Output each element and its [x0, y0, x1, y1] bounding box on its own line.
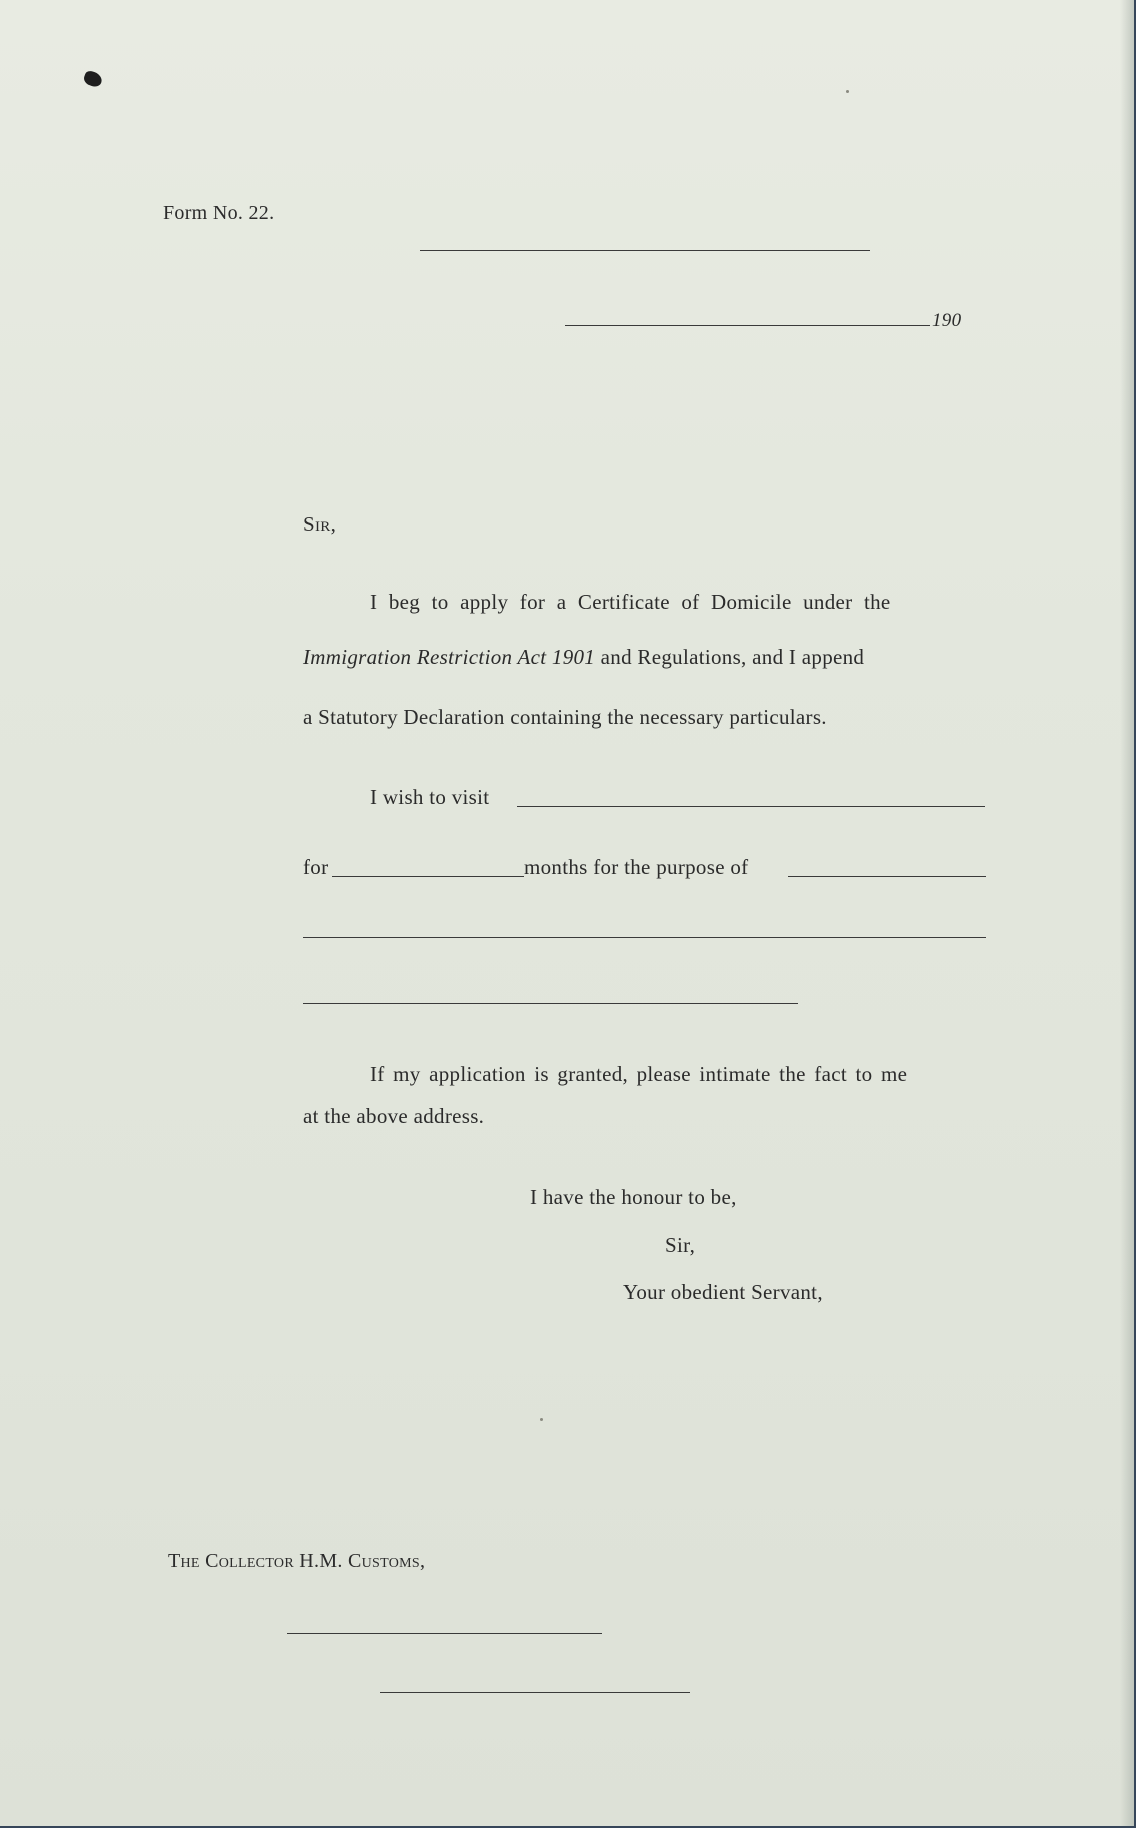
ink-blot	[82, 69, 104, 88]
for-prefix: for	[303, 855, 329, 879]
closing-line3: Your obedient Servant,	[623, 1280, 823, 1304]
page-edge-shadow	[1120, 0, 1134, 1826]
paragraph1-line2-rest: and Regulations, and I append	[595, 645, 865, 669]
visit-prefix: I wish to visit	[370, 785, 490, 809]
paragraph2-line2: at the above address.	[303, 1104, 485, 1128]
paper-speck	[846, 90, 849, 93]
addressee-line-2[interactable]	[380, 1692, 690, 1693]
addressee-line-1[interactable]	[287, 1633, 602, 1634]
months-line[interactable]	[332, 876, 524, 877]
address-line-1[interactable]	[420, 250, 870, 251]
year-prefix: 190	[932, 310, 962, 331]
paragraph1-line3: a Statutory Declaration containing the necessary particulars.	[303, 705, 827, 729]
purpose-line[interactable]	[788, 876, 986, 877]
date-line[interactable]	[565, 325, 930, 326]
closing-line1: I have the honour to be,	[530, 1185, 737, 1209]
form-number: Form No. 22.	[163, 202, 275, 224]
salutation: Sir,	[303, 512, 337, 536]
addressee-title: The Collector H.M. Customs,	[168, 1550, 426, 1572]
visit-destination-line[interactable]	[517, 806, 985, 807]
act-name: Immigration Restriction Act 1901	[303, 645, 596, 669]
paragraph2-line1: If my application is granted, please intimate the fact to me	[370, 1062, 908, 1086]
paper-speck	[540, 1418, 543, 1421]
purpose-continuation-line-2[interactable]	[303, 1003, 798, 1004]
paragraph1-line2	[303, 645, 864, 670]
purpose-continuation-line-1[interactable]	[303, 937, 986, 938]
months-text: months for the purpose of	[524, 855, 749, 879]
paragraph1-line1: I beg to apply for a Certificate of Domicile under the	[370, 590, 891, 614]
closing-line2: Sir,	[665, 1233, 696, 1257]
